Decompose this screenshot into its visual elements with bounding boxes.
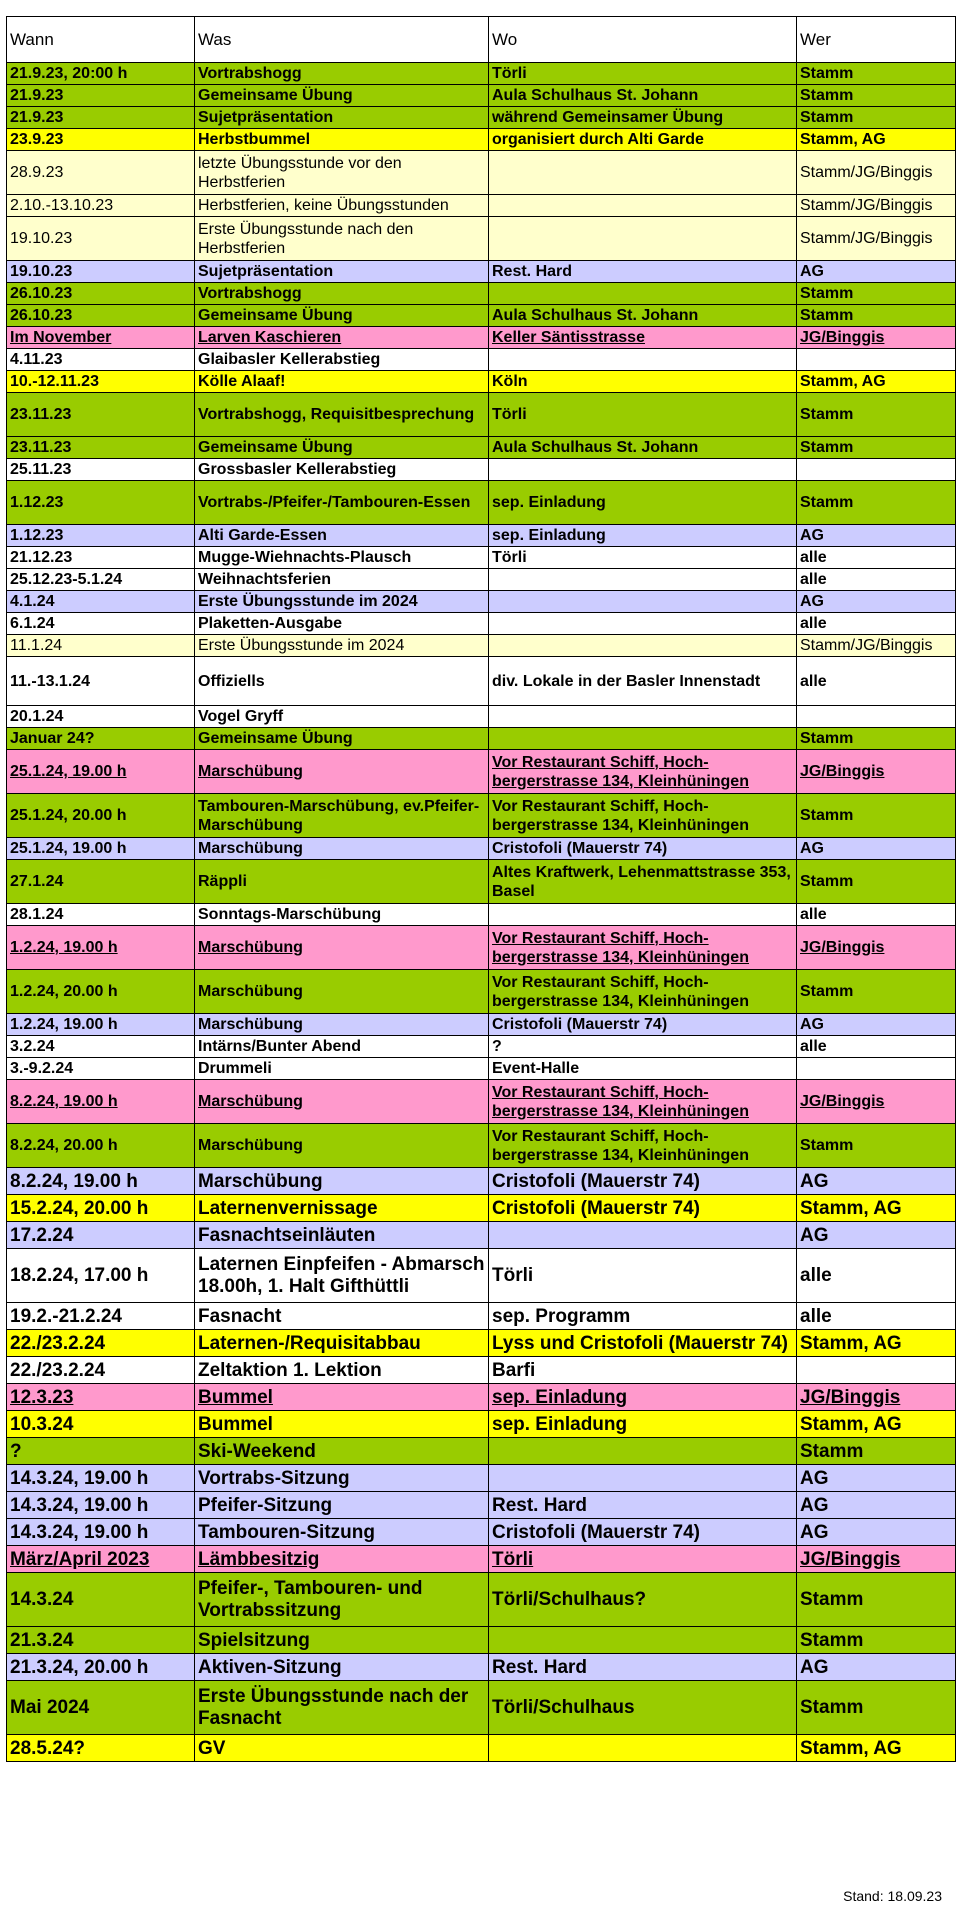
stand-date: Stand: 18.09.23 <box>843 1888 942 1904</box>
cell-wann: 10.-12.11.23 <box>7 371 195 393</box>
cell-was: Zeltaktion 1. Lektion <box>195 1357 489 1384</box>
cell-wann: 4.1.24 <box>7 591 195 613</box>
cell-wann: 21.12.23 <box>7 547 195 569</box>
cell-wo <box>489 283 797 305</box>
cell-wo <box>489 1627 797 1654</box>
cell-wer: JG/Binggis <box>797 1384 956 1411</box>
table-row <box>7 1735 956 1762</box>
cell-was: Vortrabshogg <box>195 283 489 305</box>
cell-was: Vortrabshogg, Requisitbesprechung <box>195 393 489 437</box>
cell-wer: AG <box>797 1465 956 1492</box>
table-row <box>7 393 956 437</box>
cell-wann: 10.3.24 <box>7 1411 195 1438</box>
cell-wer: AG <box>797 1014 956 1036</box>
table-row <box>7 635 956 657</box>
cell-wer: Stamm <box>797 970 956 1014</box>
header-wann: Wann <box>7 17 195 63</box>
cell-wo <box>489 1438 797 1465</box>
cell-wer: JG/Binggis <box>797 1546 956 1573</box>
cell-wer: Stamm <box>797 85 956 107</box>
cell-wann: 19.10.23 <box>7 217 195 261</box>
cell-wer: Stamm <box>797 63 956 85</box>
table-body <box>7 63 956 1762</box>
cell-wer: alle <box>797 613 956 635</box>
cell-was: Marschübung <box>195 970 489 1014</box>
table-row <box>7 305 956 327</box>
cell-was: Gemeinsame Übung <box>195 85 489 107</box>
cell-wo: Rest. Hard <box>489 1492 797 1519</box>
cell-wer <box>797 459 956 481</box>
cell-wer: JG/Binggis <box>797 750 956 794</box>
table-row <box>7 261 956 283</box>
cell-wann: 12.3.23 <box>7 1384 195 1411</box>
cell-wann: 19.10.23 <box>7 261 195 283</box>
cell-wann: 11.-13.1.24 <box>7 657 195 706</box>
cell-wer: AG <box>797 525 956 547</box>
table-row <box>7 1681 956 1735</box>
cell-wer: Stamm <box>797 1124 956 1168</box>
cell-wer <box>797 1058 956 1080</box>
cell-wann: 8.2.24, 19.00 h <box>7 1168 195 1195</box>
cell-was: Alti Garde-Essen <box>195 525 489 547</box>
cell-wann: 26.10.23 <box>7 305 195 327</box>
cell-wer: Stamm/JG/Binggis <box>797 195 956 217</box>
cell-was: letzte Übungsstunde vor den Herbstferien <box>195 151 489 195</box>
cell-wo <box>489 459 797 481</box>
cell-wer: Stamm/JG/Binggis <box>797 151 956 195</box>
cell-was: Laternenvernissage <box>195 1195 489 1222</box>
schedule-table <box>6 16 956 1762</box>
cell-was: Intärns/Bunter Abend <box>195 1036 489 1058</box>
cell-wer: Stamm <box>797 481 956 525</box>
cell-was: Larven Kaschieren <box>195 327 489 349</box>
cell-was: Drummeli <box>195 1058 489 1080</box>
table-row <box>7 107 956 129</box>
cell-wann: 20.1.24 <box>7 706 195 728</box>
cell-wo <box>489 195 797 217</box>
table-row <box>7 1465 956 1492</box>
cell-wann: 19.2.-21.2.24 <box>7 1303 195 1330</box>
cell-wer: alle <box>797 1036 956 1058</box>
table-row <box>7 1330 956 1357</box>
cell-wann: 22./23.2.24 <box>7 1357 195 1384</box>
table-row <box>7 129 956 151</box>
cell-was: Marschübung <box>195 1014 489 1036</box>
cell-wo: Barfi <box>489 1357 797 1384</box>
cell-wer: Stamm <box>797 437 956 459</box>
cell-was: Gemeinsame Übung <box>195 437 489 459</box>
table-row <box>7 904 956 926</box>
cell-wer: Stamm <box>797 393 956 437</box>
cell-wo <box>489 635 797 657</box>
cell-wo: Vor Restaurant Schiff, Hoch-bergerstrasse 134, Kleinhüningen <box>489 1124 797 1168</box>
table-row <box>7 1014 956 1036</box>
table-row <box>7 1058 956 1080</box>
cell-wo: sep. Einladung <box>489 481 797 525</box>
cell-wann: 21.9.23, 20:00 h <box>7 63 195 85</box>
cell-was: Laternen Einpfeifen - Abmarsch 18.00h, 1. Halt Gifthüttli <box>195 1249 489 1303</box>
cell-was: Erste Übungsstunde nach der Fasnacht <box>195 1681 489 1735</box>
cell-wo: während Gemeinsamer Übung <box>489 107 797 129</box>
cell-wer: AG <box>797 261 956 283</box>
cell-was: Lämbbesitzig <box>195 1546 489 1573</box>
cell-wann: 25.1.24, 20.00 h <box>7 794 195 838</box>
cell-wann: März/April 2023 <box>7 1546 195 1573</box>
cell-was: Marschübung <box>195 1124 489 1168</box>
cell-was: Räppli <box>195 860 489 904</box>
cell-was: Aktiven-Sitzung <box>195 1654 489 1681</box>
table-row <box>7 547 956 569</box>
cell-wo <box>489 569 797 591</box>
cell-wo: ? <box>489 1036 797 1058</box>
cell-wer: Stamm <box>797 305 956 327</box>
cell-wo: Törli <box>489 547 797 569</box>
table-row <box>7 63 956 85</box>
cell-wann: 11.1.24 <box>7 635 195 657</box>
cell-wann: 23.11.23 <box>7 393 195 437</box>
cell-was: Vortrabs-/Pfeifer-/Tambouren-Essen <box>195 481 489 525</box>
table-row <box>7 1249 956 1303</box>
cell-wo: Cristofoli (Mauerstr 74) <box>489 1519 797 1546</box>
cell-wer: Stamm, AG <box>797 1735 956 1762</box>
cell-wer: AG <box>797 1654 956 1681</box>
table-row <box>7 794 956 838</box>
table-row <box>7 1573 956 1627</box>
table-row <box>7 349 956 371</box>
cell-was: Glaibasler Kellerabstieg <box>195 349 489 371</box>
table-row <box>7 437 956 459</box>
table-row <box>7 1519 956 1546</box>
cell-wo: Törli <box>489 1249 797 1303</box>
cell-wann: 1.2.24, 20.00 h <box>7 970 195 1014</box>
cell-was: Gemeinsame Übung <box>195 728 489 750</box>
cell-wo: Cristofoli (Mauerstr 74) <box>489 1168 797 1195</box>
cell-wer: AG <box>797 1222 956 1249</box>
cell-wann: 1.2.24, 19.00 h <box>7 1014 195 1036</box>
table-row <box>7 459 956 481</box>
cell-wo <box>489 1735 797 1762</box>
header-wo: Wo <box>489 17 797 63</box>
cell-was: GV <box>195 1735 489 1762</box>
cell-was: Sujetpräsentation <box>195 107 489 129</box>
cell-wo: Aula Schulhaus St. Johann <box>489 305 797 327</box>
cell-was: Plaketten-Ausgabe <box>195 613 489 635</box>
table-row <box>7 970 956 1014</box>
cell-wer: Stamm <box>797 794 956 838</box>
cell-wer: Stamm <box>797 728 956 750</box>
cell-wann: 3.-9.2.24 <box>7 1058 195 1080</box>
cell-wo: Cristofoli (Mauerstr 74) <box>489 1195 797 1222</box>
cell-wo <box>489 217 797 261</box>
table-row <box>7 1124 956 1168</box>
cell-wer: AG <box>797 591 956 613</box>
table-row <box>7 1222 956 1249</box>
cell-wann: 21.9.23 <box>7 85 195 107</box>
cell-wer: alle <box>797 1303 956 1330</box>
cell-wer: AG <box>797 838 956 860</box>
table-row <box>7 1080 956 1124</box>
cell-wo <box>489 728 797 750</box>
cell-was: Kölle Alaaf! <box>195 371 489 393</box>
cell-wo: Aula Schulhaus St. Johann <box>489 437 797 459</box>
cell-wer: alle <box>797 569 956 591</box>
cell-wo: Cristofoli (Mauerstr 74) <box>489 838 797 860</box>
cell-wer: Stamm/JG/Binggis <box>797 217 956 261</box>
table-row <box>7 1654 956 1681</box>
cell-wann: 1.2.24, 19.00 h <box>7 926 195 970</box>
table-row <box>7 327 956 349</box>
header-was: Was <box>195 17 489 63</box>
cell-was: Vortrabshogg <box>195 63 489 85</box>
cell-was: Mugge-Wiehnachts-Plausch <box>195 547 489 569</box>
cell-wer: alle <box>797 547 956 569</box>
cell-was: Pfeifer-, Tambouren- und Vortrabssitzung <box>195 1573 489 1627</box>
table-row <box>7 195 956 217</box>
cell-wann: 28.5.24? <box>7 1735 195 1762</box>
cell-wann: 1.12.23 <box>7 525 195 547</box>
cell-wo: Köln <box>489 371 797 393</box>
cell-wer: AG <box>797 1519 956 1546</box>
table-row <box>7 85 956 107</box>
cell-wann: 18.2.24, 17.00 h <box>7 1249 195 1303</box>
cell-wann: 25.1.24, 19.00 h <box>7 750 195 794</box>
cell-wo <box>489 613 797 635</box>
cell-wo: Vor Restaurant Schiff, Hoch-bergerstrasse 134, Kleinhüningen <box>489 750 797 794</box>
cell-wann: Januar 24? <box>7 728 195 750</box>
cell-wo <box>489 349 797 371</box>
table-row <box>7 371 956 393</box>
cell-wo: Törli <box>489 393 797 437</box>
cell-wo: Törli/Schulhaus <box>489 1681 797 1735</box>
cell-wann: 25.11.23 <box>7 459 195 481</box>
cell-wann: 26.10.23 <box>7 283 195 305</box>
cell-wann: Mai 2024 <box>7 1681 195 1735</box>
cell-was: Bummel <box>195 1384 489 1411</box>
cell-wo <box>489 1222 797 1249</box>
cell-wer: Stamm <box>797 1627 956 1654</box>
cell-wann: 23.9.23 <box>7 129 195 151</box>
cell-wann: 28.1.24 <box>7 904 195 926</box>
cell-wer: Stamm/JG/Binggis <box>797 635 956 657</box>
table-row <box>7 706 956 728</box>
cell-wo: organisiert durch Alti Garde <box>489 129 797 151</box>
table-row <box>7 750 956 794</box>
cell-wann: 15.2.24, 20.00 h <box>7 1195 195 1222</box>
cell-wer: JG/Binggis <box>797 926 956 970</box>
cell-wo: sep. Einladung <box>489 525 797 547</box>
cell-wo <box>489 1465 797 1492</box>
table-row <box>7 1627 956 1654</box>
cell-was: Fasnachtseinläuten <box>195 1222 489 1249</box>
table-row <box>7 657 956 706</box>
cell-was: Vortrabs-Sitzung <box>195 1465 489 1492</box>
cell-was: Sujetpräsentation <box>195 261 489 283</box>
table-row <box>7 860 956 904</box>
cell-wer: Stamm <box>797 1681 956 1735</box>
table-row <box>7 481 956 525</box>
cell-wo: Aula Schulhaus St. Johann <box>489 85 797 107</box>
cell-wer: Stamm, AG <box>797 1411 956 1438</box>
cell-wer <box>797 349 956 371</box>
cell-was: Bummel <box>195 1411 489 1438</box>
cell-was: Erste Übungsstunde nach den Herbstferien <box>195 217 489 261</box>
cell-wann: 6.1.24 <box>7 613 195 635</box>
cell-wo: Rest. Hard <box>489 1654 797 1681</box>
table-row <box>7 283 956 305</box>
table-row <box>7 217 956 261</box>
cell-wann: 8.2.24, 20.00 h <box>7 1124 195 1168</box>
cell-wann: 14.3.24, 19.00 h <box>7 1492 195 1519</box>
cell-was: Marschübung <box>195 926 489 970</box>
table-row <box>7 926 956 970</box>
cell-was: Herbstbummel <box>195 129 489 151</box>
cell-wer: Stamm <box>797 283 956 305</box>
cell-wann: 21.9.23 <box>7 107 195 129</box>
cell-wann: 28.9.23 <box>7 151 195 195</box>
cell-wo: div. Lokale in der Basler Innenstadt <box>489 657 797 706</box>
cell-wann: 27.1.24 <box>7 860 195 904</box>
table-row <box>7 613 956 635</box>
cell-wo: sep. Programm <box>489 1303 797 1330</box>
cell-wer: AG <box>797 1492 956 1519</box>
cell-wo: Vor Restaurant Schiff, Hoch-bergerstrasse 134, Kleinhüningen <box>489 970 797 1014</box>
cell-wo: Altes Kraftwerk, Lehenmattstrasse 353, Basel <box>489 860 797 904</box>
table-row <box>7 1036 956 1058</box>
cell-wo: Vor Restaurant Schiff, Hoch-bergerstrasse 134, Kleinhüningen <box>489 1080 797 1124</box>
table-row <box>7 525 956 547</box>
cell-wann: 8.2.24, 19.00 h <box>7 1080 195 1124</box>
cell-was: Tambouren-Marschübung, ev.Pfeifer-Marschübung <box>195 794 489 838</box>
cell-wann: 22./23.2.24 <box>7 1330 195 1357</box>
cell-wo <box>489 151 797 195</box>
cell-wo: Event-Halle <box>489 1058 797 1080</box>
cell-wer <box>797 1357 956 1384</box>
cell-was: Gemeinsame Übung <box>195 305 489 327</box>
table-row <box>7 591 956 613</box>
cell-was: Marschübung <box>195 1080 489 1124</box>
cell-was: Tambouren-Sitzung <box>195 1519 489 1546</box>
cell-wo: sep. Einladung <box>489 1384 797 1411</box>
cell-wer: JG/Binggis <box>797 327 956 349</box>
cell-wer: Stamm <box>797 107 956 129</box>
cell-wo: Törli <box>489 1546 797 1573</box>
cell-was: Pfeifer-Sitzung <box>195 1492 489 1519</box>
cell-wer: alle <box>797 1249 956 1303</box>
cell-was: Ski-Weekend <box>195 1438 489 1465</box>
cell-wann: 14.3.24, 19.00 h <box>7 1519 195 1546</box>
cell-was: Marschübung <box>195 838 489 860</box>
cell-was: Grossbasler Kellerabstieg <box>195 459 489 481</box>
cell-wo <box>489 591 797 613</box>
cell-was: Fasnacht <box>195 1303 489 1330</box>
cell-wo <box>489 904 797 926</box>
cell-wo: Törli/Schulhaus? <box>489 1573 797 1627</box>
cell-wo: Lyss und Cristofoli (Mauerstr 74) <box>489 1330 797 1357</box>
cell-wer: Stamm <box>797 1573 956 1627</box>
cell-wann: 2.10.-13.10.23 <box>7 195 195 217</box>
table-row <box>7 1303 956 1330</box>
cell-wo: Vor Restaurant Schiff, Hoch-bergerstrasse 134, Kleinhüningen <box>489 794 797 838</box>
table-row <box>7 1168 956 1195</box>
cell-wo: Cristofoli (Mauerstr 74) <box>489 1014 797 1036</box>
table-row <box>7 569 956 591</box>
cell-wann: Im November <box>7 327 195 349</box>
cell-wann: 1.12.23 <box>7 481 195 525</box>
cell-wo: sep. Einladung <box>489 1411 797 1438</box>
cell-wer: alle <box>797 657 956 706</box>
table-row <box>7 1384 956 1411</box>
cell-was: Weihnachtsferien <box>195 569 489 591</box>
table-row <box>7 838 956 860</box>
table-row <box>7 1411 956 1438</box>
cell-was: Sonntags-Marschübung <box>195 904 489 926</box>
table-row <box>7 151 956 195</box>
cell-wann: 4.11.23 <box>7 349 195 371</box>
cell-wer: Stamm <box>797 860 956 904</box>
cell-wo <box>489 706 797 728</box>
cell-wann: 23.11.23 <box>7 437 195 459</box>
cell-wer <box>797 706 956 728</box>
cell-was: Marschübung <box>195 750 489 794</box>
cell-wo: Keller Säntisstrasse <box>489 327 797 349</box>
table-row <box>7 1357 956 1384</box>
cell-wann: 17.2.24 <box>7 1222 195 1249</box>
cell-wann: 3.2.24 <box>7 1036 195 1058</box>
cell-was: Vogel Gryff <box>195 706 489 728</box>
cell-was: Laternen-/Requisitabbau <box>195 1330 489 1357</box>
cell-wer: Stamm, AG <box>797 1330 956 1357</box>
cell-wer: Stamm, AG <box>797 129 956 151</box>
table-row <box>7 1438 956 1465</box>
cell-wer: JG/Binggis <box>797 1080 956 1124</box>
cell-wann: 25.1.24, 19.00 h <box>7 838 195 860</box>
cell-was: Herbstferien, keine Übungsstunden <box>195 195 489 217</box>
cell-wann: 21.3.24 <box>7 1627 195 1654</box>
cell-wann: 14.3.24 <box>7 1573 195 1627</box>
cell-wer: AG <box>797 1168 956 1195</box>
cell-wann: ? <box>7 1438 195 1465</box>
cell-wo: Rest. Hard <box>489 261 797 283</box>
cell-was: Erste Übungsstunde im 2024 <box>195 635 489 657</box>
cell-was: Spielsitzung <box>195 1627 489 1654</box>
cell-wer: Stamm, AG <box>797 1195 956 1222</box>
table-header <box>7 17 956 63</box>
table-row <box>7 1195 956 1222</box>
cell-wer: alle <box>797 904 956 926</box>
cell-wer: Stamm, AG <box>797 371 956 393</box>
table-row <box>7 1492 956 1519</box>
cell-was: Marschübung <box>195 1168 489 1195</box>
table-row <box>7 728 956 750</box>
cell-wann: 14.3.24, 19.00 h <box>7 1465 195 1492</box>
cell-wann: 25.12.23-5.1.24 <box>7 569 195 591</box>
cell-wer: Stamm <box>797 1438 956 1465</box>
cell-was: Erste Übungsstunde im 2024 <box>195 591 489 613</box>
header-wer: Wer <box>797 17 956 63</box>
cell-was: Offiziells <box>195 657 489 706</box>
cell-wo: Vor Restaurant Schiff, Hoch-bergerstrasse 134, Kleinhüningen <box>489 926 797 970</box>
cell-wann: 21.3.24, 20.00 h <box>7 1654 195 1681</box>
table-row <box>7 1546 956 1573</box>
cell-wo: Törli <box>489 63 797 85</box>
